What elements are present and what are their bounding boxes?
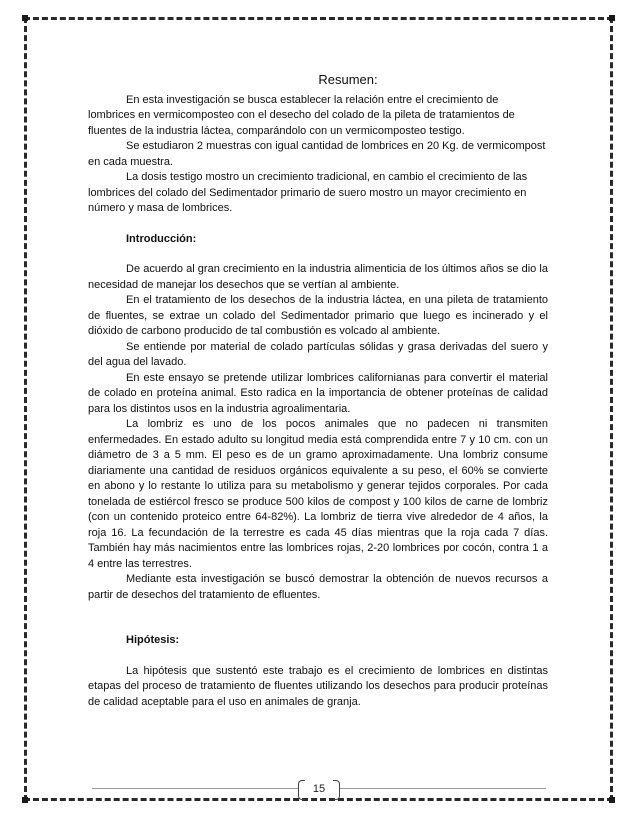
section-heading-hipotesis: Hipótesis: [126, 634, 180, 646]
section-title-resumen: Resumen: [318, 72, 378, 87]
footer-rule-left [92, 788, 298, 789]
introduccion-paragraph: En el tratamiento de los desechos de la industria láctea, en una pileta de tratamiento de fluentes, se extrae un colado del Sedimentador primario que luego es incinerado y el dióxido de carbono producido de tal combustión es volcado al ambiente. [88, 294, 548, 337]
introduccion-paragraph: Se entiende por material de colado partículas sólidas y grasa derivadas del suero y del agua del lavado. [88, 340, 548, 368]
introduccion-paragraph: De acuerdo al gran crecimiento en la industria alimenticia de los últimos años se dio la necesidad de manejar los desechos que se vertían al ambiente. [88, 263, 548, 291]
corner-mark [609, 797, 615, 803]
hipotesis-paragraph: La hipótesis que sustentó este trabajo es el crecimiento de lombrices en distintas etapas del proceso de tratamiento de fluentes utilizando los desechos para producir proteínas de calidad aceptable para el uso en animales de granja. [88, 664, 548, 708]
resumen-paragraph: En esta investigación se busca establecer la relación entre el crecimiento de lombrices en vermicomposteo con el desecho del colado de la pileta de tratamientos de fluentes de la industria láctea, comparándolo con un vermicomposteo testigo. [88, 93, 515, 137]
introduccion-paragraph: Mediante esta investigación se buscó demostrar la obtención de nuevos recursos a partir de desechos del tratamiento de efluentes. [88, 573, 548, 601]
corner-mark [609, 15, 615, 21]
resumen-paragraph: La dosis testigo mostro un crecimiento tradicional, en cambio el crecimiento de las lombrices del colado del Sedimentador primario de suero mostro un mayor crecimiento en número y masa de lombrices. [88, 171, 528, 214]
bracket-left [298, 780, 305, 800]
introduccion-paragraph: En este ensayo se pretende utilizar lombrices californianas para convertir el material de colado en proteína animal. Esto radica en la importancia de obtener proteínas de calidad para los distintos usos en la industria agroalimentaria. [88, 371, 548, 415]
introduccion-paragraph: La lombriz es uno de los pocos animales que no padecen ni transmiten enfermedades. En estado adulto su longitud media está comprendida entre 7 y 10 cm. con un diámetro de 3 a 5 mm. El peso es de un gramo aproximadamente. Una lombriz consume diariamente una cantidad de residuos orgánicos equivalente a su peso, el 60% se convierte en abono y lo restante lo utiliza para su metabolismo y generar tejidos corporales. Por cada tonelada de estiércol fresco se produce 500 kilos de compost y 100 kilos de carne de lombriz (con un contenido proteico entre 64-82%). La lombriz de tierra vive alrededor de 4 años, la roja 16. La fecundación de la terrestre es cada 45 días mientras que la roja cada 7 días. También hay más nacimientos entre las lombrices rojas, 2-20 lombrices por cocón, contra 1 a 4 entre las terrestres. [88, 418, 548, 570]
section-heading-introduccion: Introducción: [126, 232, 197, 245]
page-number: 15 [312, 783, 326, 795]
page-number-box [298, 778, 340, 800]
bracket-right [333, 780, 340, 800]
resumen-paragraph: Se estudiaron 2 muestras con igual cantidad de lombrices en 20 Kg. de vermicompost en cada muestra. [88, 140, 546, 168]
corner-mark [22, 797, 28, 803]
corner-mark [22, 15, 28, 21]
footer-rule-right [340, 788, 546, 789]
document-body [88, 72, 548, 710]
